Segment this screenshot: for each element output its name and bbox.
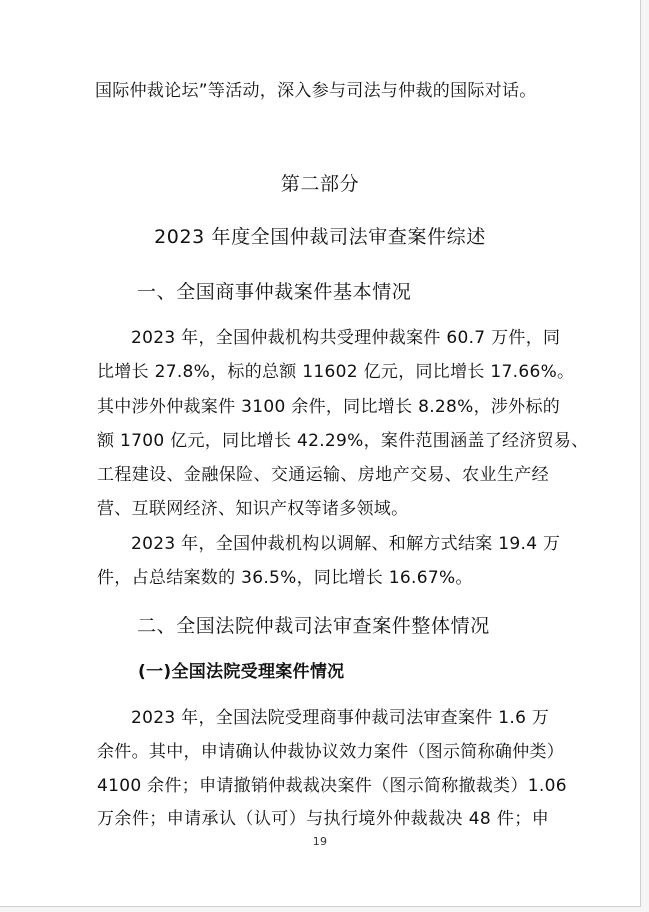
paragraph-2-line-2: 件，占总结案数的 36.5%，同比增长 16.67%。: [97, 568, 473, 588]
subsection-heading-1: (一)全国法院受理案件情况: [138, 662, 345, 682]
part-title: 第二部分: [280, 173, 360, 195]
paragraph-1-line-1: 2023 年，全国仲裁机构共受理仲裁案件 60.7 万件，同: [131, 328, 561, 348]
paragraph-1-line-3: 其中涉外仲裁案件 3100 余件，同比增长 8.28%，涉外标的: [97, 397, 561, 417]
paragraph-3-line-3: 4100 余件；申请撤销仲裁裁决案件（图示简称撤裁类）1.06: [97, 776, 567, 796]
paragraph-1-line-4: 额 1700 亿元，同比增长 42.29%，案件范围涵盖了经济贸易、: [97, 431, 589, 451]
section-heading-1: 一、全国商事仲裁案件基本情况: [137, 281, 412, 303]
section-heading-2: 二、全国法院仲裁司法审查案件整体情况: [137, 615, 490, 637]
paragraph-3-line-2: 余件。其中，申请确认仲裁协议效力案件（图示简称确仲类）: [97, 742, 565, 762]
paragraph-3-line-4: 万余件；申请承认（认可）与执行境外仲裁裁决 48 件；申: [97, 809, 549, 829]
continued-paragraph-line: 国际仲裁论坛”等活动，深入参与司法与仲裁的国际对话。: [95, 81, 537, 101]
paragraph-2-line-1: 2023 年，全国仲裁机构以调解、和解方式结案 19.4 万: [131, 534, 561, 554]
document-title: 2023 年度全国仲裁司法审查案件综述: [154, 226, 486, 248]
page-number: 19: [312, 835, 328, 848]
paragraph-1-line-6: 营、互联网经济、知识产权等诸多领域。: [97, 499, 409, 519]
paragraph-1-line-5: 工程建设、金融保险、交通运输、房地产交易、农业生产经: [97, 465, 549, 485]
paragraph-3-line-1: 2023 年，全国法院受理商事仲裁司法审查案件 1.6 万: [131, 708, 550, 728]
paragraph-1-line-2: 比增长 27.8%，标的总额 11602 亿元，同比增长 17.66%。: [97, 362, 575, 382]
